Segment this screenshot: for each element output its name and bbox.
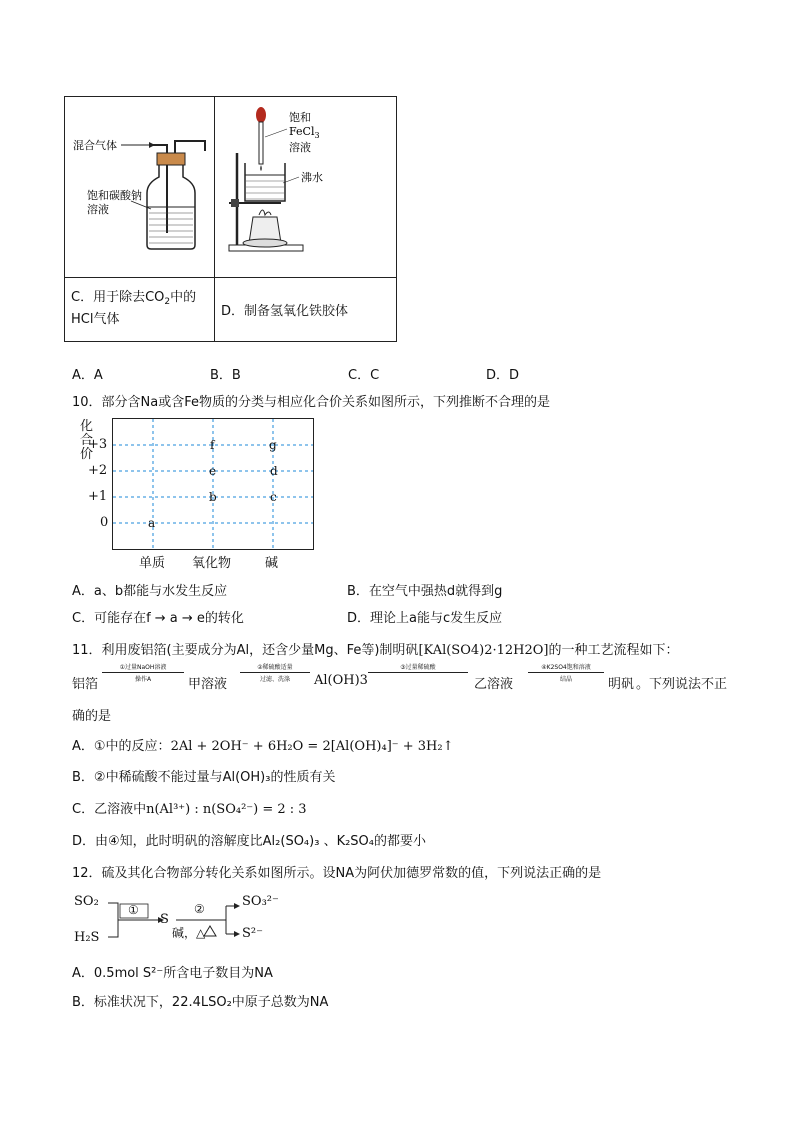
flow-alum: 明矾 (608, 677, 635, 692)
q11-stem: 11．利用废铝箔(主要成分为Al，还含少量Mg、Fe等)制明矾[KAl(SO4)2·12H2O]的一种工艺流程如下： (72, 643, 679, 658)
point-g: g (269, 438, 277, 452)
q10-stem: 10．部分含Na或含Fe物质的分类与相应化合价关系如图所示，下列推断不合理的是 (72, 395, 550, 410)
q10-option-c[interactable]: C．可能存在f → a → e的转化 (72, 611, 244, 626)
q12-option-a[interactable]: A．0.5mol S²⁻所含电子数目为NA (72, 966, 273, 981)
option-c[interactable]: C．C (348, 368, 380, 383)
option-d[interactable]: D．D (486, 368, 520, 383)
y-tick-zero: 0 (100, 515, 109, 530)
point-a: a (148, 516, 156, 530)
option-a[interactable]: A．A (72, 368, 103, 383)
cell-c-diagram (65, 97, 215, 278)
q12-option-b[interactable]: B．标准状况下，22.4LSO₂中原子总数为NA (72, 995, 329, 1010)
fecl3-label: FeCl$_3$ (289, 125, 320, 140)
colloid-preparation-diagram (215, 97, 396, 273)
point-d: d (270, 464, 278, 478)
x-tick-element: 单质 (139, 556, 166, 571)
q11-option-a[interactable]: A．①中的反应：2Al + 2OH⁻ + 6H₂O = 2[Al(OH)₄]⁻ + 3H₂↑ (72, 739, 454, 754)
flow-step3-top: ③过量稀硫酸 (368, 664, 468, 673)
caption-c: C．用于除去$CO_2$中的 HCl气体 (65, 278, 215, 342)
so2-label: SO₂ (74, 894, 99, 909)
solution-label: 溶液 (289, 141, 311, 154)
boiling-water-label: 沸水 (301, 171, 323, 184)
sulfur-label: S (160, 912, 169, 927)
q10-option-a[interactable]: A．a、b都能与水发生反应 (72, 584, 228, 599)
point-f: f (210, 438, 215, 452)
y-axis-label: 化合价 (80, 419, 94, 462)
q9-apparatus-table (64, 96, 397, 342)
alum-formula: [KAl(SO4)2·12H2O] (418, 643, 549, 658)
step2-label: ② (194, 902, 205, 916)
solution-label-2: 溶液 (87, 203, 109, 216)
q10-option-d[interactable]: D．理论上a能与c发生反应 (347, 611, 503, 626)
flow-step1-bottom: 操作A (134, 676, 152, 683)
y-tick-plus3: +3 (88, 437, 108, 452)
q11-stem-end: 确的是 (72, 709, 112, 724)
flow-start: 铝箔 (72, 677, 99, 692)
flow-step4-bottom: 结晶 (559, 676, 572, 683)
q11-option-c[interactable]: C．乙溶液中n(Al³⁺) : n(SO₄²⁻) = 2 : 3 (72, 802, 307, 817)
x-tick-base: 碱 (265, 556, 279, 571)
flow-solution-a: 甲溶液 (188, 677, 228, 692)
point-b: b (209, 490, 217, 504)
flow-solution-b: 乙溶液 (474, 677, 514, 692)
sulfite-label: SO₃²⁻ (242, 894, 279, 909)
q11-option-d[interactable]: D．由④知，此时明矾的溶解度比Al₂(SO₄)₃ 、K₂SO₄的都要小 (72, 834, 426, 849)
flow-step2-top: ②稀硫酸适量 (240, 664, 310, 673)
solution-label-1: 饱和碳酸钠 (87, 189, 142, 202)
reaction-equation: 2Al + 2OH⁻ + 6H₂O = 2[Al(OH)₄]⁻ + 3H₂↑ (170, 739, 454, 754)
y-tick-plus2: +2 (88, 463, 108, 478)
q12-stem: 12．硫及其化合物部分转化关系如图所示。设NA为阿伏加德罗常数的值，下列说法正确的是 (72, 866, 602, 881)
dropper-bulb (256, 107, 266, 123)
gas-washing-bottle-diagram (65, 97, 214, 273)
flow-aloh3: Al(OH)3 (314, 673, 368, 688)
point-c: c (270, 490, 277, 504)
y-tick-plus1: +1 (88, 489, 108, 504)
cell-d-diagram (215, 97, 397, 278)
flow-step2-bottom: 过滤、洗涤 (259, 676, 290, 683)
caption-d: D．制备氢氧化铁胶体 (215, 278, 397, 342)
flow-tail-text: 。下列说法不正 (636, 677, 728, 692)
mixed-gas-label: 混合气体 (73, 139, 117, 152)
valence-chart (112, 418, 314, 550)
flow-step1-top: ①过量NaOH溶液 (102, 664, 184, 673)
ion-ratio: n(Al³⁺) : n(SO₄²⁻) = 2 : 3 (146, 802, 307, 817)
q10-option-b[interactable]: B．在空气中强热d就得到g (347, 584, 503, 599)
q9-options (72, 364, 519, 383)
saturated-label: 饱和 (289, 111, 311, 124)
step1-label: ① (128, 903, 139, 917)
h2s-label: H₂S (74, 930, 100, 945)
sulfide-label: S²⁻ (242, 926, 263, 941)
q11-option-b[interactable]: B．②中稀硫酸不能过量与Al(OH)₃的性质有关 (72, 770, 336, 785)
option-b[interactable]: B．B (210, 368, 241, 383)
condition-label: 碱，△ (172, 926, 206, 940)
flow-step4-top: ④K2SO4饱和溶液 (528, 664, 604, 673)
point-e: e (209, 464, 217, 478)
sulfur-scheme (72, 890, 292, 950)
x-tick-oxide: 氧化物 (192, 556, 232, 571)
